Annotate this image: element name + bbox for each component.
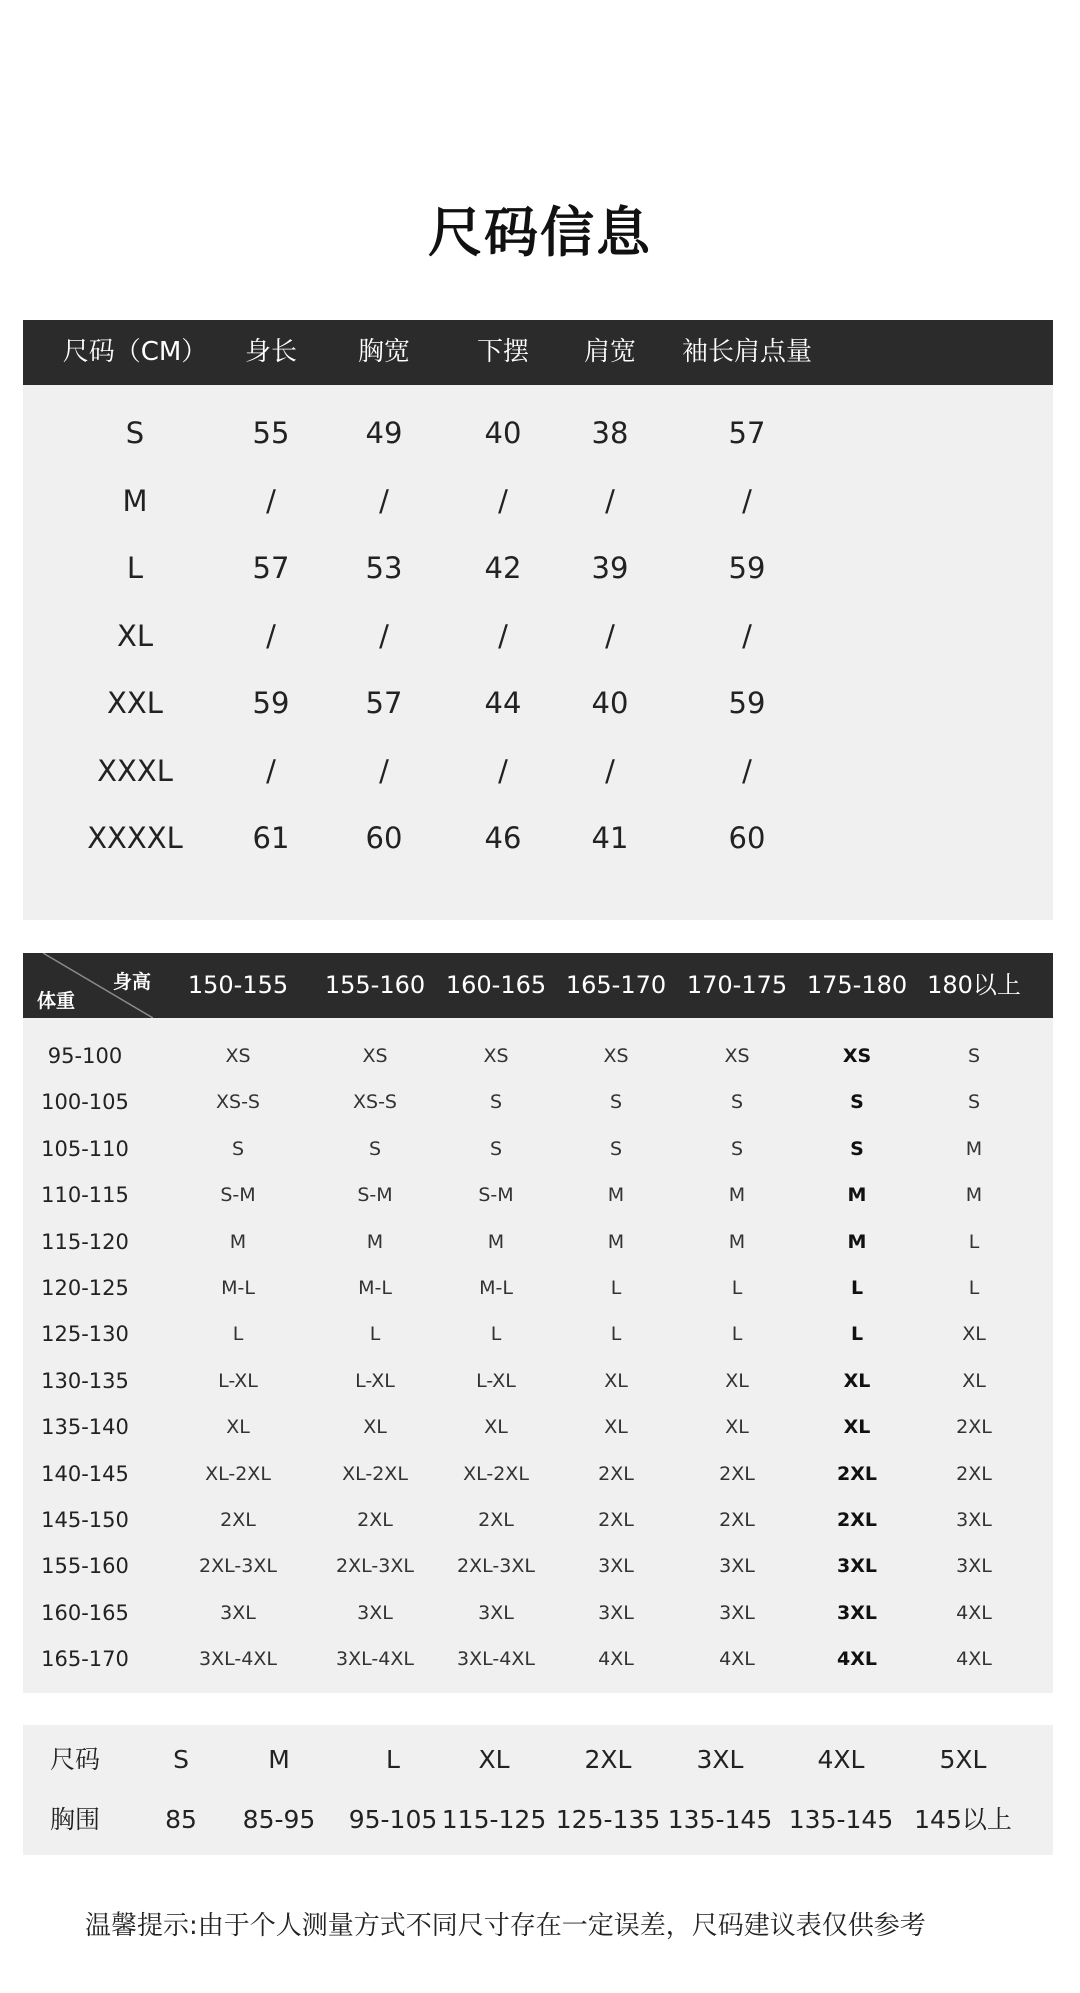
size-cell: XL [226,1416,250,1439]
size-cell: 3XL-4XL [199,1648,277,1671]
table-row [23,1790,1053,1850]
size-cell: 3XL [956,1555,992,1578]
size-cell: 2XL [719,1509,755,1531]
table-row [23,603,1053,670]
weight-range-cell: 115-120 [41,1229,129,1254]
table-cell: XXL [107,686,163,720]
size-cell: M-L [479,1277,513,1299]
weight-range-cell: 120-125 [41,1276,129,1300]
table-cell: 40 [484,416,522,450]
size-cell: XS [225,1045,251,1067]
size-cell: S [850,1137,864,1160]
size-cell: L [968,1277,980,1299]
size-cell: 3XL [478,1601,514,1624]
table-row [23,468,1053,535]
table-cell: / [379,618,389,653]
size-cell: 3XL [357,1601,393,1624]
size-cell: XS-S [353,1091,397,1114]
size-cell: S-M [478,1184,514,1207]
table-cell: / [379,753,389,788]
size-cell: XL [843,1369,871,1392]
table-cell: 46 [484,821,522,855]
table-cell: 135-145 [788,1805,894,1834]
size-cell: S [368,1137,382,1160]
table-cell: 42 [484,551,522,585]
weight-range-cell: 95-100 [47,1044,123,1068]
size-cell: M [847,1230,867,1253]
size-cell: M [965,1184,983,1207]
size-cell: 2XL [478,1509,514,1531]
table-cell: 4XL [817,1745,865,1774]
table-row [23,1451,1053,1497]
size-cell: L [369,1323,381,1346]
page-title: 尺码信息 [428,201,652,264]
table-cell: / [498,483,508,518]
size-cell: XL [484,1416,508,1439]
size-cell: S [489,1091,503,1114]
size-cell: XL-2XL [342,1462,408,1485]
table-cell: 39 [591,551,629,585]
table-cell: 53 [365,551,403,585]
table-cell: XL [116,618,154,653]
size-cell: XS [483,1045,509,1067]
weight-range-cell: 130-135 [41,1368,129,1393]
table-cell: 49 [365,416,403,450]
table-cell: 115-125 [441,1805,547,1834]
size-cell: M [965,1137,983,1160]
size-cell: L [850,1277,864,1299]
row-label: 尺码 [49,1745,101,1774]
size-cell: XL [962,1323,986,1346]
height-range-header: 175-180 [806,971,908,999]
height-range-header: 180以上 [927,971,1021,999]
table-cell: 85 [165,1805,197,1834]
row-label: 胸围 [49,1805,101,1834]
weight-range-cell: 110-115 [41,1183,129,1208]
table-cell: 59 [252,686,290,720]
table-row [23,1636,1053,1682]
table-cell: 85-95 [242,1805,316,1834]
size-table-header-cell: 袖长肩点量 [681,337,813,367]
size-table-header-cell: 下摆 [476,337,530,367]
size-cell: 4XL [598,1648,634,1671]
size-cell: 4XL [719,1648,755,1671]
size-cell: L [610,1277,622,1299]
corner-label-weight: 体重 [37,990,76,1012]
weight-range-cell: 145-150 [41,1508,129,1532]
size-cell: 2XL-3XL [336,1555,414,1578]
size-cell: XS [842,1045,872,1067]
size-cell: S-M [220,1184,256,1207]
weight-range-cell: 125-130 [41,1322,129,1347]
size-cell: 3XL [719,1601,755,1624]
size-cell: S [730,1091,744,1114]
size-cell: 3XL [598,1555,634,1578]
size-cell: 2XL [220,1509,256,1531]
table-row [23,805,1053,872]
size-cell: XL-2XL [205,1462,271,1485]
size-cell: S [967,1091,981,1114]
height-range-header: 160-165 [445,971,547,999]
table-cell: XXXXL [87,821,183,855]
weight-range-cell: 160-165 [41,1600,129,1625]
size-cell: 2XL-3XL [199,1555,277,1578]
height-range-header: 170-175 [686,971,788,999]
size-cell: L [731,1323,743,1346]
table-row [23,738,1053,805]
size-cell: 3XL [837,1555,877,1578]
table-cell: S [173,1745,189,1774]
size-cell: S [730,1137,744,1160]
size-cell: M [607,1184,625,1207]
size-cell: S-M [357,1184,393,1207]
size-cell: M [607,1230,625,1253]
size-cell: 2XL [837,1462,877,1485]
size-cell: XL-2XL [463,1462,529,1485]
size-table-header-cell: 肩宽 [583,337,637,367]
table-cell: 5XL [939,1745,987,1774]
weight-range-cell: 155-160 [41,1554,129,1579]
size-cell: XL [725,1416,749,1439]
table-cell: 55 [252,416,290,450]
chest-table [23,1725,1053,1855]
size-cell: 3XL [598,1601,634,1624]
table-cell: S [125,416,145,450]
size-cell: XS [603,1045,629,1067]
table-row [23,670,1053,737]
size-table-header-cell: 身长 [244,337,298,367]
size-cell: L-XL [355,1369,395,1392]
table-cell: / [742,618,752,653]
table-cell: 95-105 [348,1805,438,1834]
table-cell: L [386,1745,400,1774]
weight-range-cell: 165-170 [41,1647,129,1672]
size-cell: XL [962,1369,986,1392]
table-cell: 57 [728,416,766,450]
table-cell: 61 [252,821,290,855]
table-cell: / [742,483,752,518]
size-cell: L [850,1323,864,1346]
size-cell: L [610,1323,622,1346]
table-cell: / [266,753,276,788]
table-cell: 44 [484,686,522,720]
table-row [23,1590,1053,1636]
size-cell: 3XL-4XL [457,1648,535,1671]
size-cell: 4XL [837,1648,877,1671]
size-cell: S [609,1137,623,1160]
height-range-header: 150-155 [187,971,289,999]
size-cell: XL [843,1416,871,1439]
size-table-header-cell: 胸宽 [357,337,411,367]
table-cell: 3XL [696,1745,744,1774]
size-cell: XL [363,1416,387,1439]
table-cell: L [126,551,144,585]
corner-label-height: 身高 [113,971,152,993]
size-cell: M [728,1184,746,1207]
size-cell: 2XL [956,1416,992,1439]
size-cell: 2XL [837,1509,877,1531]
size-cell: L-XL [218,1369,258,1392]
size-cell: XL [604,1416,628,1439]
weight-range-cell: 135-140 [41,1415,129,1440]
table-cell: / [266,483,276,518]
size-cell: 3XL-4XL [336,1648,414,1671]
table-cell: 59 [728,551,766,585]
size-cell: S [850,1091,864,1114]
size-cell: S [231,1137,245,1160]
size-cell: S [609,1091,623,1114]
height-range-header: 165-170 [565,971,667,999]
table-cell: M [268,1745,290,1774]
weight-range-cell: 100-105 [41,1090,129,1115]
table-row [23,1265,1053,1311]
table-cell: / [498,618,508,653]
table-cell: 57 [252,551,290,585]
table-cell: 59 [728,686,766,720]
size-cell: M-L [221,1277,255,1299]
table-row [23,1404,1053,1450]
table-cell: / [605,483,615,518]
table-cell: 145以上 [914,1805,1012,1834]
recommend-table [23,953,1053,1693]
table-row [23,400,1053,467]
size-table-header [23,320,1053,385]
table-row [23,1543,1053,1589]
table-row [23,1126,1053,1172]
table-cell: / [605,753,615,788]
size-cell: S [489,1137,503,1160]
table-row [23,1497,1053,1543]
size-cell: XS-S [216,1091,260,1114]
table-cell: / [498,753,508,788]
table-row [23,535,1053,602]
size-cell: M [366,1230,384,1253]
size-cell: L-XL [476,1369,516,1392]
table-cell: / [742,753,752,788]
table-cell: 38 [591,416,629,450]
table-cell: 125-135 [555,1805,661,1834]
size-cell: 2XL [719,1462,755,1485]
size-cell: M [728,1230,746,1253]
table-cell: 2XL [584,1745,632,1774]
size-cell: L [490,1323,502,1346]
table-cell: XL [478,1745,510,1774]
size-cell: L [232,1323,244,1346]
size-cell: L [968,1230,980,1253]
size-table-header-cell: 尺码（CM） [62,337,208,367]
size-cell: 3XL [719,1555,755,1578]
size-table [23,320,1053,920]
table-row [23,1311,1053,1357]
size-cell: 2XL [598,1462,634,1485]
size-cell: 2XL [598,1509,634,1531]
table-cell: M [122,483,148,518]
table-cell: XXXL [97,753,173,788]
size-cell: S [967,1045,981,1067]
table-cell: 57 [365,686,403,720]
size-cell: 4XL [956,1601,992,1624]
size-cell: XL [725,1369,749,1392]
table-cell: / [266,618,276,653]
size-cell: 2XL [357,1509,393,1531]
table-cell: 41 [591,821,629,855]
table-cell: / [605,618,615,653]
size-cell: M [847,1184,867,1207]
recommend-table-header [23,953,1053,1018]
table-row [23,1219,1053,1265]
table-cell: 135-145 [667,1805,773,1834]
size-cell: XL [604,1369,628,1392]
disclaimer-note: 温馨提示:由于个人测量方式不同尺寸存在一定误差，尺码建议表仅供参考 [85,1911,926,1941]
table-row [23,1033,1053,1079]
size-cell: L [731,1277,743,1299]
table-row [23,1730,1053,1790]
table-row [23,1172,1053,1218]
size-cell: 2XL [956,1462,992,1485]
weight-range-cell: 140-145 [41,1461,129,1486]
size-cell: M [487,1230,505,1253]
height-range-header: 155-160 [324,971,426,999]
table-cell: 60 [728,821,766,855]
table-cell: 40 [591,686,629,720]
table-cell: / [379,483,389,518]
size-cell: 2XL-3XL [457,1555,535,1578]
size-cell: 3XL [837,1601,877,1624]
size-cell: M-L [358,1277,392,1299]
size-cell: 3XL [220,1601,256,1624]
size-cell: M [229,1230,247,1253]
weight-range-cell: 105-110 [41,1136,129,1161]
size-cell: 4XL [956,1648,992,1671]
table-row [23,1358,1053,1404]
table-cell: 60 [365,821,403,855]
table-row [23,1079,1053,1125]
size-cell: XS [362,1045,388,1067]
size-cell: XS [724,1045,750,1067]
size-cell: 3XL [956,1509,992,1531]
